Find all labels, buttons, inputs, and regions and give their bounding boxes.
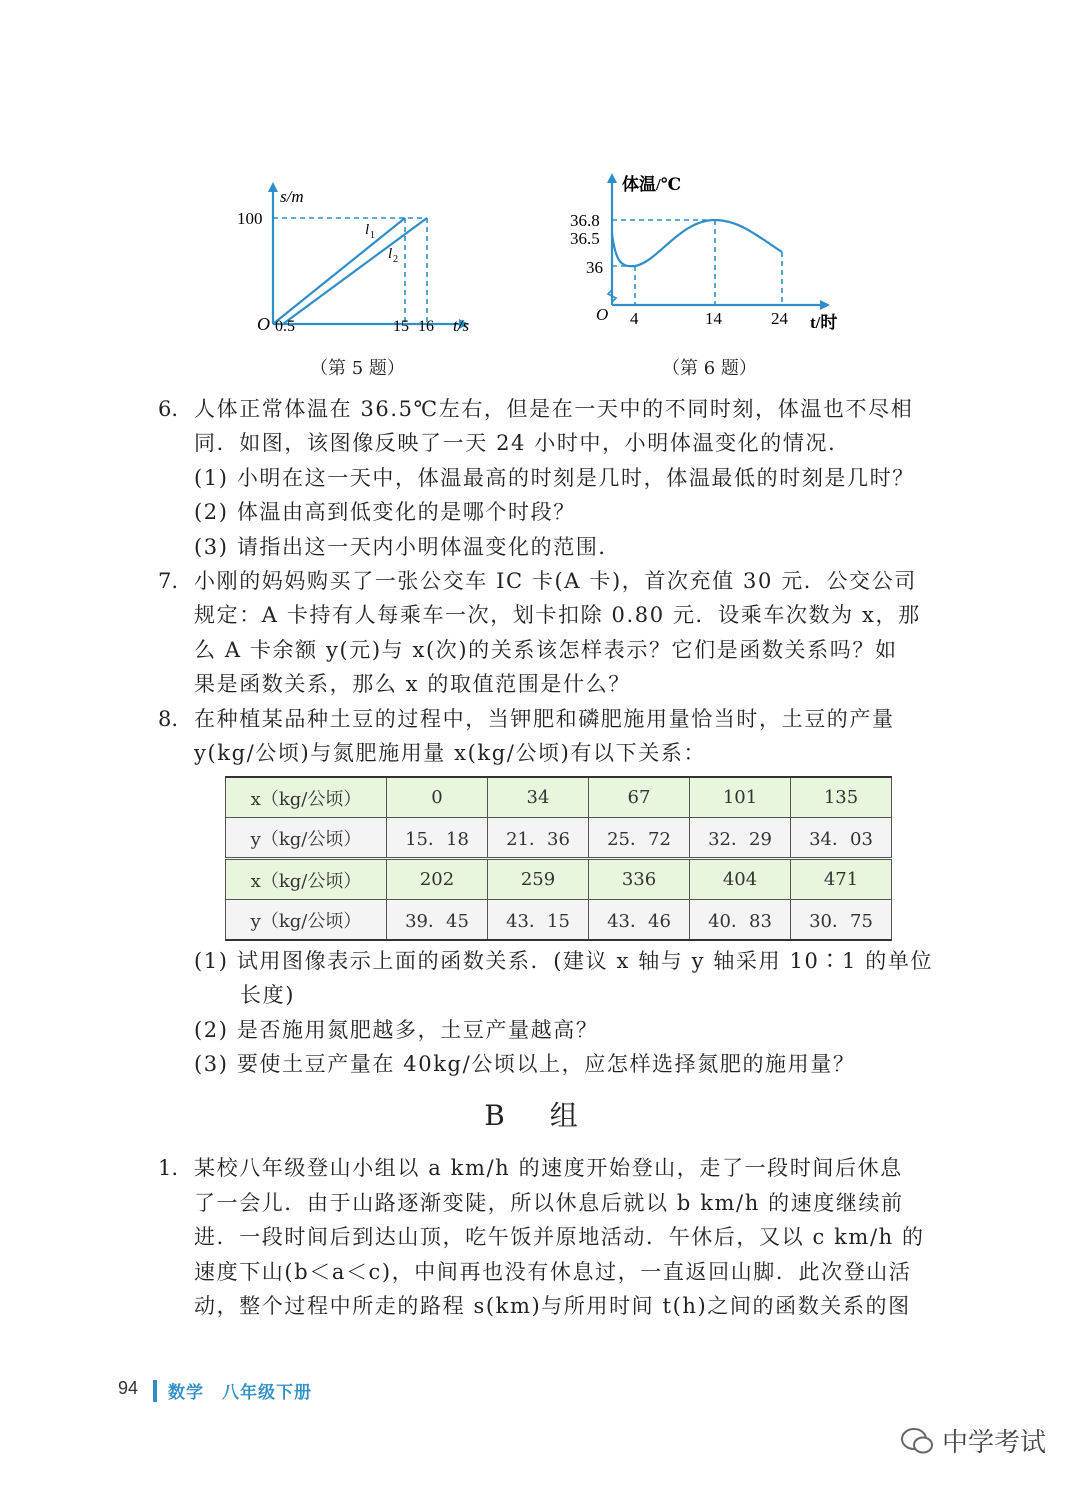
group-b-heading: B 组 — [484, 1099, 596, 1132]
fig5-x-label: t/s — [453, 316, 470, 335]
table-cell: 43．15 — [488, 900, 589, 941]
fig6-origin: O — [596, 305, 609, 324]
fig5-l1-sub: 1 — [370, 230, 375, 241]
fig5-l2-sub: 2 — [393, 254, 398, 265]
table-x-header: x（kg/公顷） — [226, 777, 387, 818]
table-cell: 15．18 — [387, 818, 488, 859]
watermark — [900, 1422, 1046, 1459]
fig5-origin: O — [257, 314, 270, 334]
fig6-y-label: 体温/℃ — [622, 175, 682, 194]
table-cell: 336 — [589, 859, 690, 900]
b1-line2: 了一会儿．由于山路逐渐变陡，所以休息后就以 b km/h 的速度继续前 — [194, 1191, 904, 1215]
figure-5-graph — [225, 178, 495, 343]
fig5-y-tick: 100 — [237, 209, 263, 228]
table-cell: 40．83 — [690, 900, 791, 941]
table-cell: 135 — [791, 777, 892, 818]
wechat-icon — [900, 1426, 934, 1456]
q6-sub3: (3) 请指出这一天内小明体温变化的范围． — [194, 535, 622, 559]
table-cell: 101 — [690, 777, 791, 818]
fig5-x-tick-a: 0.5 — [275, 318, 295, 335]
table-cell: 43．46 — [589, 900, 690, 941]
table-cell: 471 — [791, 859, 892, 900]
fig6-y-tick-b: 36.5 — [570, 229, 600, 248]
fig5-x-tick-b: 15 — [393, 318, 409, 335]
table-cell: 32．29 — [690, 818, 791, 859]
fig6-x-arrow — [820, 300, 830, 310]
q8-line2: y(kg/公顷)与氮肥施用量 x(kg/公顷)有以下关系： — [194, 741, 707, 765]
table-cell: 30．75 — [791, 900, 892, 941]
q6-line1: 人体正常体温在 36.5℃左右，但是在一天中的不同时刻，体温也不尽相 — [194, 397, 914, 421]
q8-number: 8. — [158, 707, 179, 731]
figure-6-graph — [560, 168, 860, 338]
table-cell: 259 — [488, 859, 589, 900]
table-row — [226, 859, 892, 900]
fig6-curve — [612, 220, 782, 266]
q8-line1: 在种植某品种土豆的过程中，当钾肥和磷肥施用量恰当时，土豆的产量 — [194, 707, 895, 731]
fig5-l2-label: l — [388, 246, 393, 262]
b1-number: 1. — [158, 1156, 179, 1180]
table-row — [226, 818, 892, 859]
fig6-caption: （第 6 题） — [662, 358, 757, 379]
q6-line2: 同．如图，该图像反映了一天 24 小时中，小明体温变化的情况． — [194, 431, 851, 455]
q6-sub1: (1) 小明在这一天中，体温最高的时刻是几时，体温最低的时刻是几时？ — [194, 466, 915, 490]
table-cell: 202 — [387, 859, 488, 900]
table-y-header: y（kg/公顷） — [226, 818, 387, 859]
table-cell: 0 — [387, 777, 488, 818]
page-number: 94 — [118, 1378, 139, 1398]
fig5-y-arrow — [268, 182, 278, 192]
fig6-y-tick-a: 36.8 — [570, 211, 600, 230]
fig6-x-tick-c: 24 — [771, 309, 788, 328]
b1-line4: 速度下山(b＜a＜c)，中间再也没有休息过，一直返回山脚．此次登山活 — [194, 1260, 912, 1284]
table-cell: 25．72 — [589, 818, 690, 859]
b1-line1: 某校八年级登山小组以 a km/h 的速度开始登山，走了一段时间后休息 — [194, 1156, 903, 1180]
q6-number: 6. — [158, 397, 179, 421]
table-cell: 34．03 — [791, 818, 892, 859]
q8-sub1a: (1) 试用图像表示上面的函数关系．(建议 x 轴与 y 轴采用 10∶1 的单位 — [194, 949, 934, 973]
q8-sub1b: 长度) — [240, 983, 295, 1007]
footer-divider — [153, 1380, 157, 1402]
table-cell: 39．45 — [387, 900, 488, 941]
fig6-x-tick-b: 14 — [705, 309, 722, 328]
table-cell: 34 — [488, 777, 589, 818]
b1-line5: 动，整个过程中所走的路程 s(km)与所用时间 t(h)之间的函数关系的图 — [194, 1294, 911, 1318]
table-row — [226, 900, 892, 941]
q8-sub2: (2) 是否施用氮肥越多，土豆产量越高？ — [194, 1018, 599, 1042]
table-y-header: y（kg/公顷） — [226, 900, 387, 941]
table-row — [226, 777, 892, 818]
fig5-y-label: s/m — [280, 187, 304, 206]
q7-line1: 小刚的妈妈购买了一张公交车 IC 卡(A 卡)，首次充值 30 元．公交公司 — [194, 569, 917, 593]
footer-book-title: 数学 八年级下册 — [168, 1383, 312, 1402]
table-cell: 67 — [589, 777, 690, 818]
q7-line3: 么 A 卡余额 y(元)与 x(次)的关系该怎样表示？它们是函数关系吗？如 — [194, 638, 898, 662]
watermark-text: 中学考试 — [942, 1428, 1047, 1458]
q7-number: 7. — [158, 569, 179, 593]
q7-line4: 果是函数关系，那么 x 的取值范围是什么？ — [194, 672, 631, 696]
q8-data-table — [225, 776, 892, 941]
q6-sub2: (2) 体温由高到低变化的是哪个时段？ — [194, 500, 576, 524]
table-cell: 404 — [690, 859, 791, 900]
fig6-x-tick-a: 4 — [630, 309, 639, 328]
fig6-x-label: t/时 — [810, 313, 838, 332]
q7-line2: 规定：A 卡持有人每乘车一次，划卡扣除 0.80 元．设乘车次数为 x，那 — [194, 603, 921, 627]
fig5-line-l1 — [273, 218, 405, 324]
b1-line3: 进．一段时间后到达山顶，吃午饭并原地活动．午休后，又以 c km/h 的 — [194, 1225, 925, 1249]
table-x-header: x（kg/公顷） — [226, 859, 387, 900]
table-cell: 21．36 — [488, 818, 589, 859]
fig5-l1-label: l — [365, 222, 370, 238]
fig6-y-arrow — [607, 173, 617, 183]
fig5-x-tick-c: 16 — [418, 318, 434, 335]
fig5-caption: （第 5 题） — [310, 358, 405, 379]
q8-sub3: (3) 要使土豆产量在 40kg/公顷以上，应怎样选择氮肥的施用量？ — [194, 1052, 856, 1076]
fig6-y-tick-c: 36 — [586, 258, 603, 277]
